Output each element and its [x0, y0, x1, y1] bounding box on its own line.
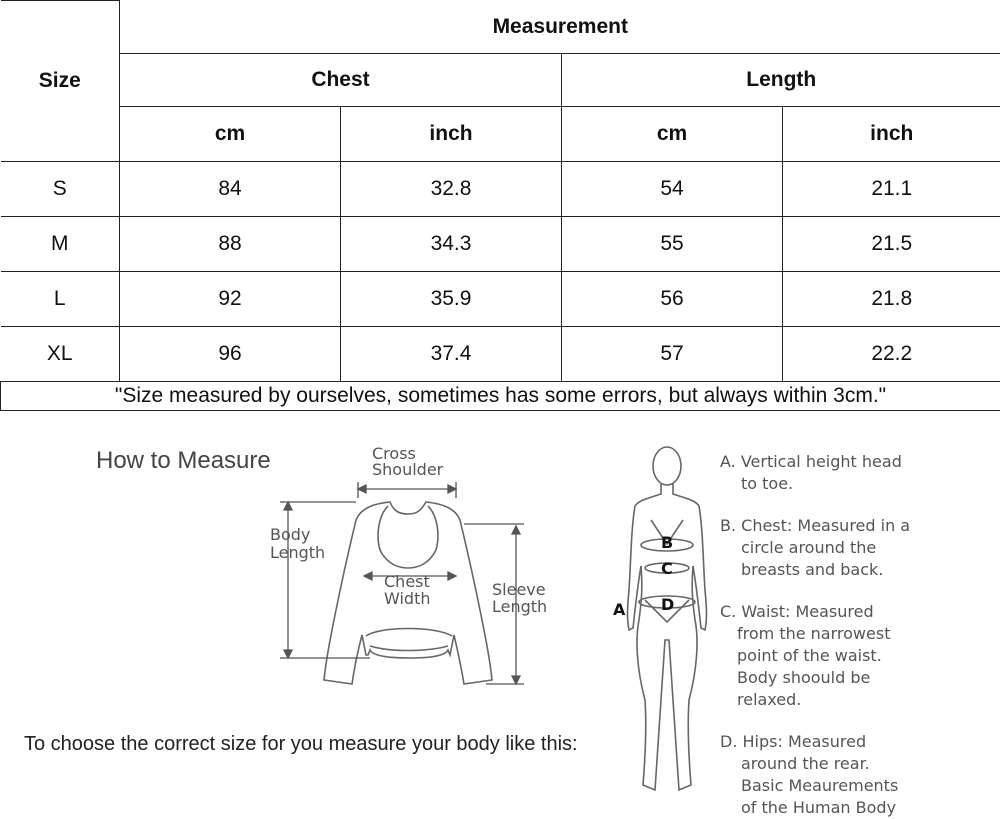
- chest-cm-cell: 88: [120, 217, 341, 272]
- chest-inch-cell: 37.4: [341, 327, 562, 382]
- marker-c: C: [661, 559, 673, 578]
- size-cell: XL: [1, 327, 120, 382]
- chest-cm-cell: 96: [120, 327, 341, 382]
- description-c-line: C. Waist: Measured: [720, 602, 874, 621]
- size-cell: L: [1, 272, 120, 327]
- description-d-line: D. Hips: Measured: [720, 732, 866, 751]
- description-c-line: relaxed.: [720, 689, 890, 711]
- unit-header: cm: [120, 107, 341, 162]
- description-d-line: Basic Meaurements: [720, 775, 898, 797]
- length-cm-cell: 57: [562, 327, 783, 382]
- length-cm-cell: 56: [562, 272, 783, 327]
- description-a-line: to toe.: [720, 473, 902, 495]
- sleeve-length-label-2: Length: [492, 597, 547, 616]
- table-row: [1, 327, 1000, 382]
- description-d-line: around the rear.: [720, 753, 898, 775]
- description-b-line: B. Chest: Measured in a: [720, 516, 910, 535]
- chest-width-label-2: Width: [384, 589, 430, 608]
- description-c-line: point of the waist.: [720, 645, 890, 667]
- chest-inch-cell: 35.9: [341, 272, 562, 327]
- length-inch-cell: 21.1: [783, 162, 1000, 217]
- length-header: Length: [562, 54, 1000, 107]
- chest-header: Chest: [120, 54, 562, 107]
- description-a-line: A. Vertical height head: [720, 452, 902, 471]
- chest-cm-cell: 92: [120, 272, 341, 327]
- cross-shoulder-label-2: Shoulder: [372, 460, 444, 479]
- measurement-header: Measurement: [120, 1, 1000, 54]
- unit-header: inch: [783, 107, 1000, 162]
- chest-inch-cell: 34.3: [341, 217, 562, 272]
- size-cell: M: [1, 217, 120, 272]
- description-d-line: of the Human Body: [720, 797, 898, 819]
- length-cm-cell: 54: [562, 162, 783, 217]
- length-inch-cell: 22.2: [783, 327, 1000, 382]
- unit-header: inch: [341, 107, 562, 162]
- body-measure-diagram: [605, 440, 715, 810]
- description-c-line: Body shoould be: [720, 667, 890, 689]
- size-column-header: Size: [1, 1, 120, 162]
- description-a: [720, 451, 902, 495]
- chest-cm-cell: 84: [120, 162, 341, 217]
- length-inch-cell: 21.5: [783, 217, 1000, 272]
- length-inch-cell: 21.8: [783, 272, 1000, 327]
- chest-inch-cell: 32.8: [341, 162, 562, 217]
- table-row: [1, 272, 1000, 327]
- description-c: [720, 601, 890, 711]
- description-b-line: circle around the: [720, 537, 910, 559]
- length-cm-cell: 55: [562, 217, 783, 272]
- description-b: [720, 515, 910, 581]
- cross-shoulder-label-1: Cross: [372, 444, 416, 463]
- measure-instruction: To choose the correct size for you measure your body like this:: [24, 733, 578, 756]
- description-d: [720, 731, 898, 819]
- marker-a: A: [613, 600, 626, 619]
- marker-d: D: [661, 595, 674, 614]
- garment-measure-diagram: [260, 440, 560, 700]
- description-c-line: from the narrowest: [720, 623, 890, 645]
- body-length-label-1: Body: [270, 525, 310, 544]
- marker-b: B: [661, 533, 673, 552]
- unit-header: cm: [562, 107, 783, 162]
- measurement-note: "Size measured by ourselves, sometimes has some errors, but always within 3cm.": [1, 382, 1000, 411]
- sleeve-length-label-1: Sleeve: [492, 580, 546, 599]
- table-row: [1, 217, 1000, 272]
- size-cell: S: [1, 162, 120, 217]
- body-length-label-2: Length: [270, 543, 325, 562]
- table-row: [1, 162, 1000, 217]
- chest-width-label-1: Chest: [384, 572, 430, 591]
- how-to-measure-title: How to Measure: [96, 447, 271, 475]
- description-b-line: breasts and back.: [720, 559, 910, 581]
